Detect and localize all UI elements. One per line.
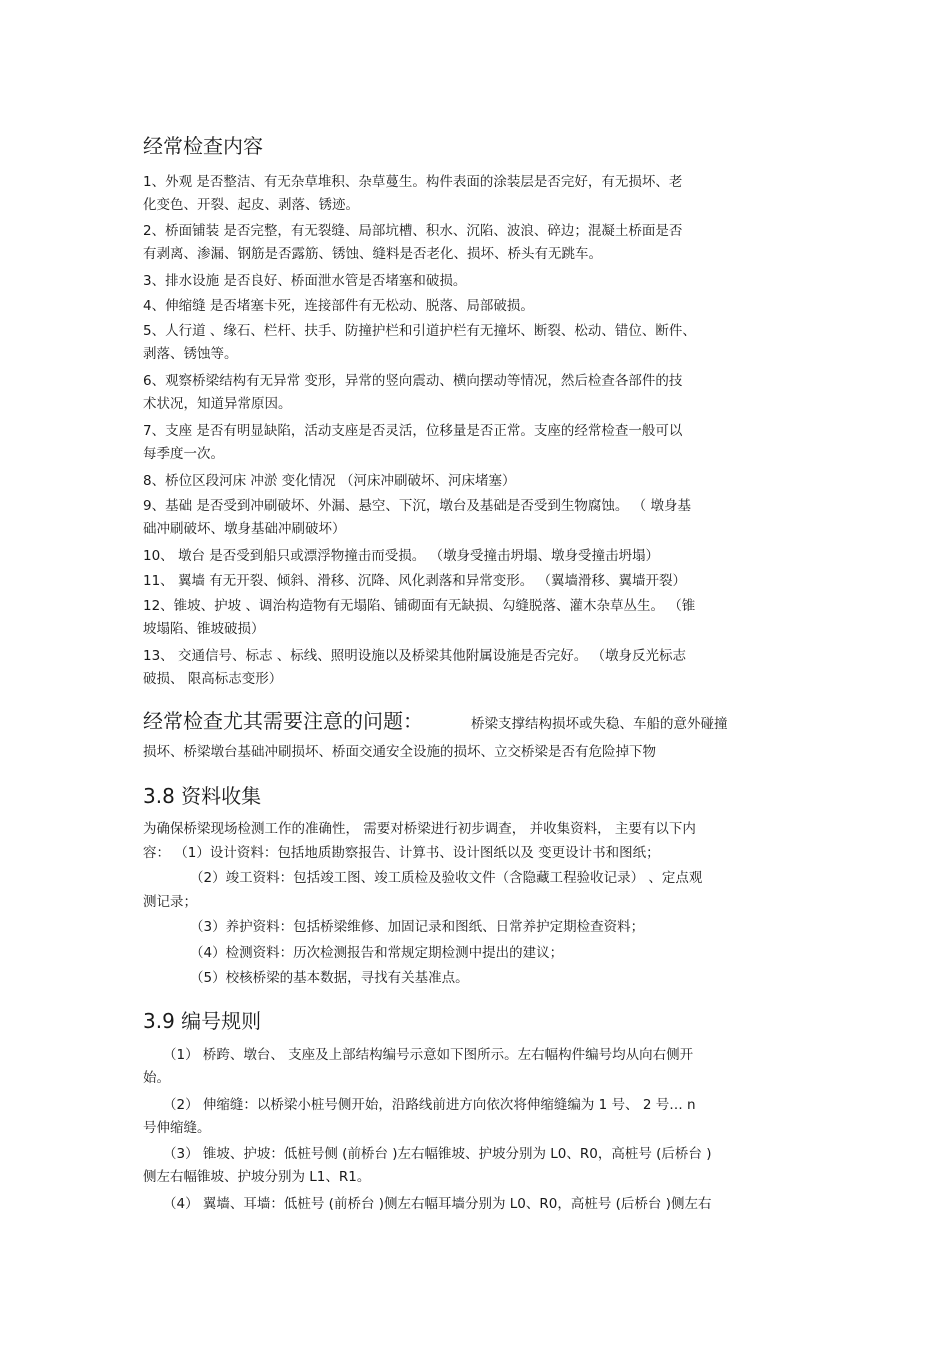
s38-line-3: （2）竣工资料：包括竣工图、竣工质检及验收文件（含隐藏工程验收记录） 、定点观 bbox=[190, 870, 703, 886]
s38-line-1: 为确保桥梁现场检测工作的准确性， 需要对桥梁进行初步调查， 并收集资料， 主要有以下内 bbox=[143, 821, 696, 837]
item-9-line-2: 础冲刷破坏、墩身基础冲刷破坏） bbox=[143, 521, 346, 537]
s39-line-6: 侧左右幅锥坡、护坡分别为 L1、R1。 bbox=[143, 1169, 371, 1185]
section-heading-3-9: 3.9 编号规则 bbox=[143, 1009, 262, 1033]
s38-line-4: 测记录； bbox=[143, 894, 197, 910]
item-4-line-1: 4、伸缩缝 是否堵塞卡死，连接部件有无松动、脱落、局部破损。 bbox=[143, 298, 534, 314]
attention-text-1: 桥梁支撑结构损坏或失稳、车船的意外碰撞 bbox=[471, 716, 728, 732]
s39-line-2: 始。 bbox=[143, 1070, 170, 1086]
item-1-line-2: 化变色、开裂、起皮、剥落、锈迹。 bbox=[143, 197, 359, 213]
section-heading-3-8: 3.8 资料收集 bbox=[143, 784, 262, 808]
s38-line-5: （3）养护资料：包括桥梁维修、加固记录和图纸、日常养护定期检查资料； bbox=[190, 919, 645, 935]
item-11-line-1: 11、 翼墙 有无开裂、倾斜、滑移、沉降、风化剥落和异常变形。 （翼墙滑移、翼墙开裂） bbox=[143, 573, 687, 589]
item-9-line-1: 9、基础 是否受到冲刷破坏、外漏、悬空、下沉，墩台及基础是否受到生物腐蚀。 （ 墩身基 bbox=[143, 498, 691, 514]
item-13-line-1: 13、 交通信号、标志 、标线、照明设施以及桥梁其他附属设施是否完好。 （墩身反光标志 bbox=[143, 648, 687, 664]
item-1-line-1: 1、外观 是否整洁、有无杂草堆积、杂草蔓生。构件表面的涂装层是否完好，有无损坏、老 bbox=[143, 174, 683, 190]
s39-line-5: （3） 锥坡、护坡：低桩号侧 (前桥台 )左右幅锥坡、护坡分别为 L0、R0，高桩号 (后桥台 ) bbox=[163, 1146, 712, 1162]
s39-line-1: （1） 桥跨、墩台、 支座及上部结构编号示意如下图所示。左右幅构件编号均从向右侧开 bbox=[163, 1047, 694, 1063]
s39-line-3: （2） 伸缩缝：以桥梁小桩号侧开始，沿路线前进方向依次将伸缩缝编为 1 号、 2 号… n bbox=[163, 1097, 696, 1113]
s38-line-6: （4）检测资料：历次检测报告和常规定期检测中提出的建议； bbox=[190, 945, 564, 961]
item-6-line-2: 术状况，知道异常原因。 bbox=[143, 396, 292, 412]
s39-line-4: 号伸缩缝。 bbox=[143, 1120, 211, 1136]
attention-text-2: 损坏、桥梁墩台基础冲刷损坏、桥面交通安全设施的损坏、立交桥梁是否有危险掉下物 bbox=[143, 744, 656, 760]
item-2-line-1: 2、桥面铺装 是否完整，有无裂缝、局部坑槽、积水、沉陷、波浪、碎边；混凝土桥面是否 bbox=[143, 223, 683, 239]
item-13-line-2: 破损、 限高标志变形） bbox=[143, 671, 283, 687]
s38-line-2: 容： （1）设计资料：包括地质勘察报告、计算书、设计图纸以及 变更设计书和图纸； bbox=[143, 845, 660, 861]
s39-line-7: （4） 翼墙、耳墙：低桩号 (前桥台 )侧左右幅耳墙分别为 L0、R0，高桩号 (后桥台 )侧左右 bbox=[163, 1196, 712, 1212]
s38-line-7: （5）校核桥梁的基本数据，寻找有关基准点。 bbox=[190, 970, 469, 986]
item-3-line-1: 3、排水设施 是否良好、桥面泄水管是否堵塞和破损。 bbox=[143, 273, 467, 289]
item-5-line-1: 5、人行道 、缘石、栏杆、扶手、防撞护栏和引道护栏有无撞坏、断裂、松动、错位、断件、 bbox=[143, 323, 696, 339]
item-8-line-1: 8、桥位区段河床 冲淤 变化情况 （河床冲刷破坏、河床堵塞） bbox=[143, 473, 516, 489]
item-12-line-2: 坡塌陷、锥坡破损） bbox=[143, 621, 265, 637]
item-7-line-1: 7、支座 是否有明显缺陷，活动支座是否灵活，位移量是否正常。支座的经常检查一般可以 bbox=[143, 423, 683, 439]
item-5-line-2: 剥落、锈蚀等。 bbox=[143, 346, 238, 362]
item-7-line-2: 每季度一次。 bbox=[143, 446, 224, 462]
item-6-line-1: 6、观察桥梁结构有无异常 变形，异常的竖向震动、横向摆动等情况，然后检查各部件的技 bbox=[143, 373, 683, 389]
attention-title: 经常检查尤其需要注意的问题： bbox=[143, 709, 423, 733]
attention-heading-row bbox=[143, 705, 728, 734]
section-heading-routine-inspection: 经常检查内容 bbox=[143, 134, 263, 158]
item-10-line-1: 10、 墩台 是否受到船只或漂浮物撞击而受损。 （墩身受撞击坍塌、墩身受撞击坍塌） bbox=[143, 548, 660, 564]
item-12-line-1: 12、锥坡、护坡 、调治构造物有无塌陷、铺砌面有无缺损、勾缝脱落、灌木杂草丛生。 （锥 bbox=[143, 598, 696, 614]
item-2-line-2: 有剥离、渗漏、钢筋是否露筋、锈蚀、缝料是否老化、损坏、桥头有无跳车。 bbox=[143, 246, 602, 262]
